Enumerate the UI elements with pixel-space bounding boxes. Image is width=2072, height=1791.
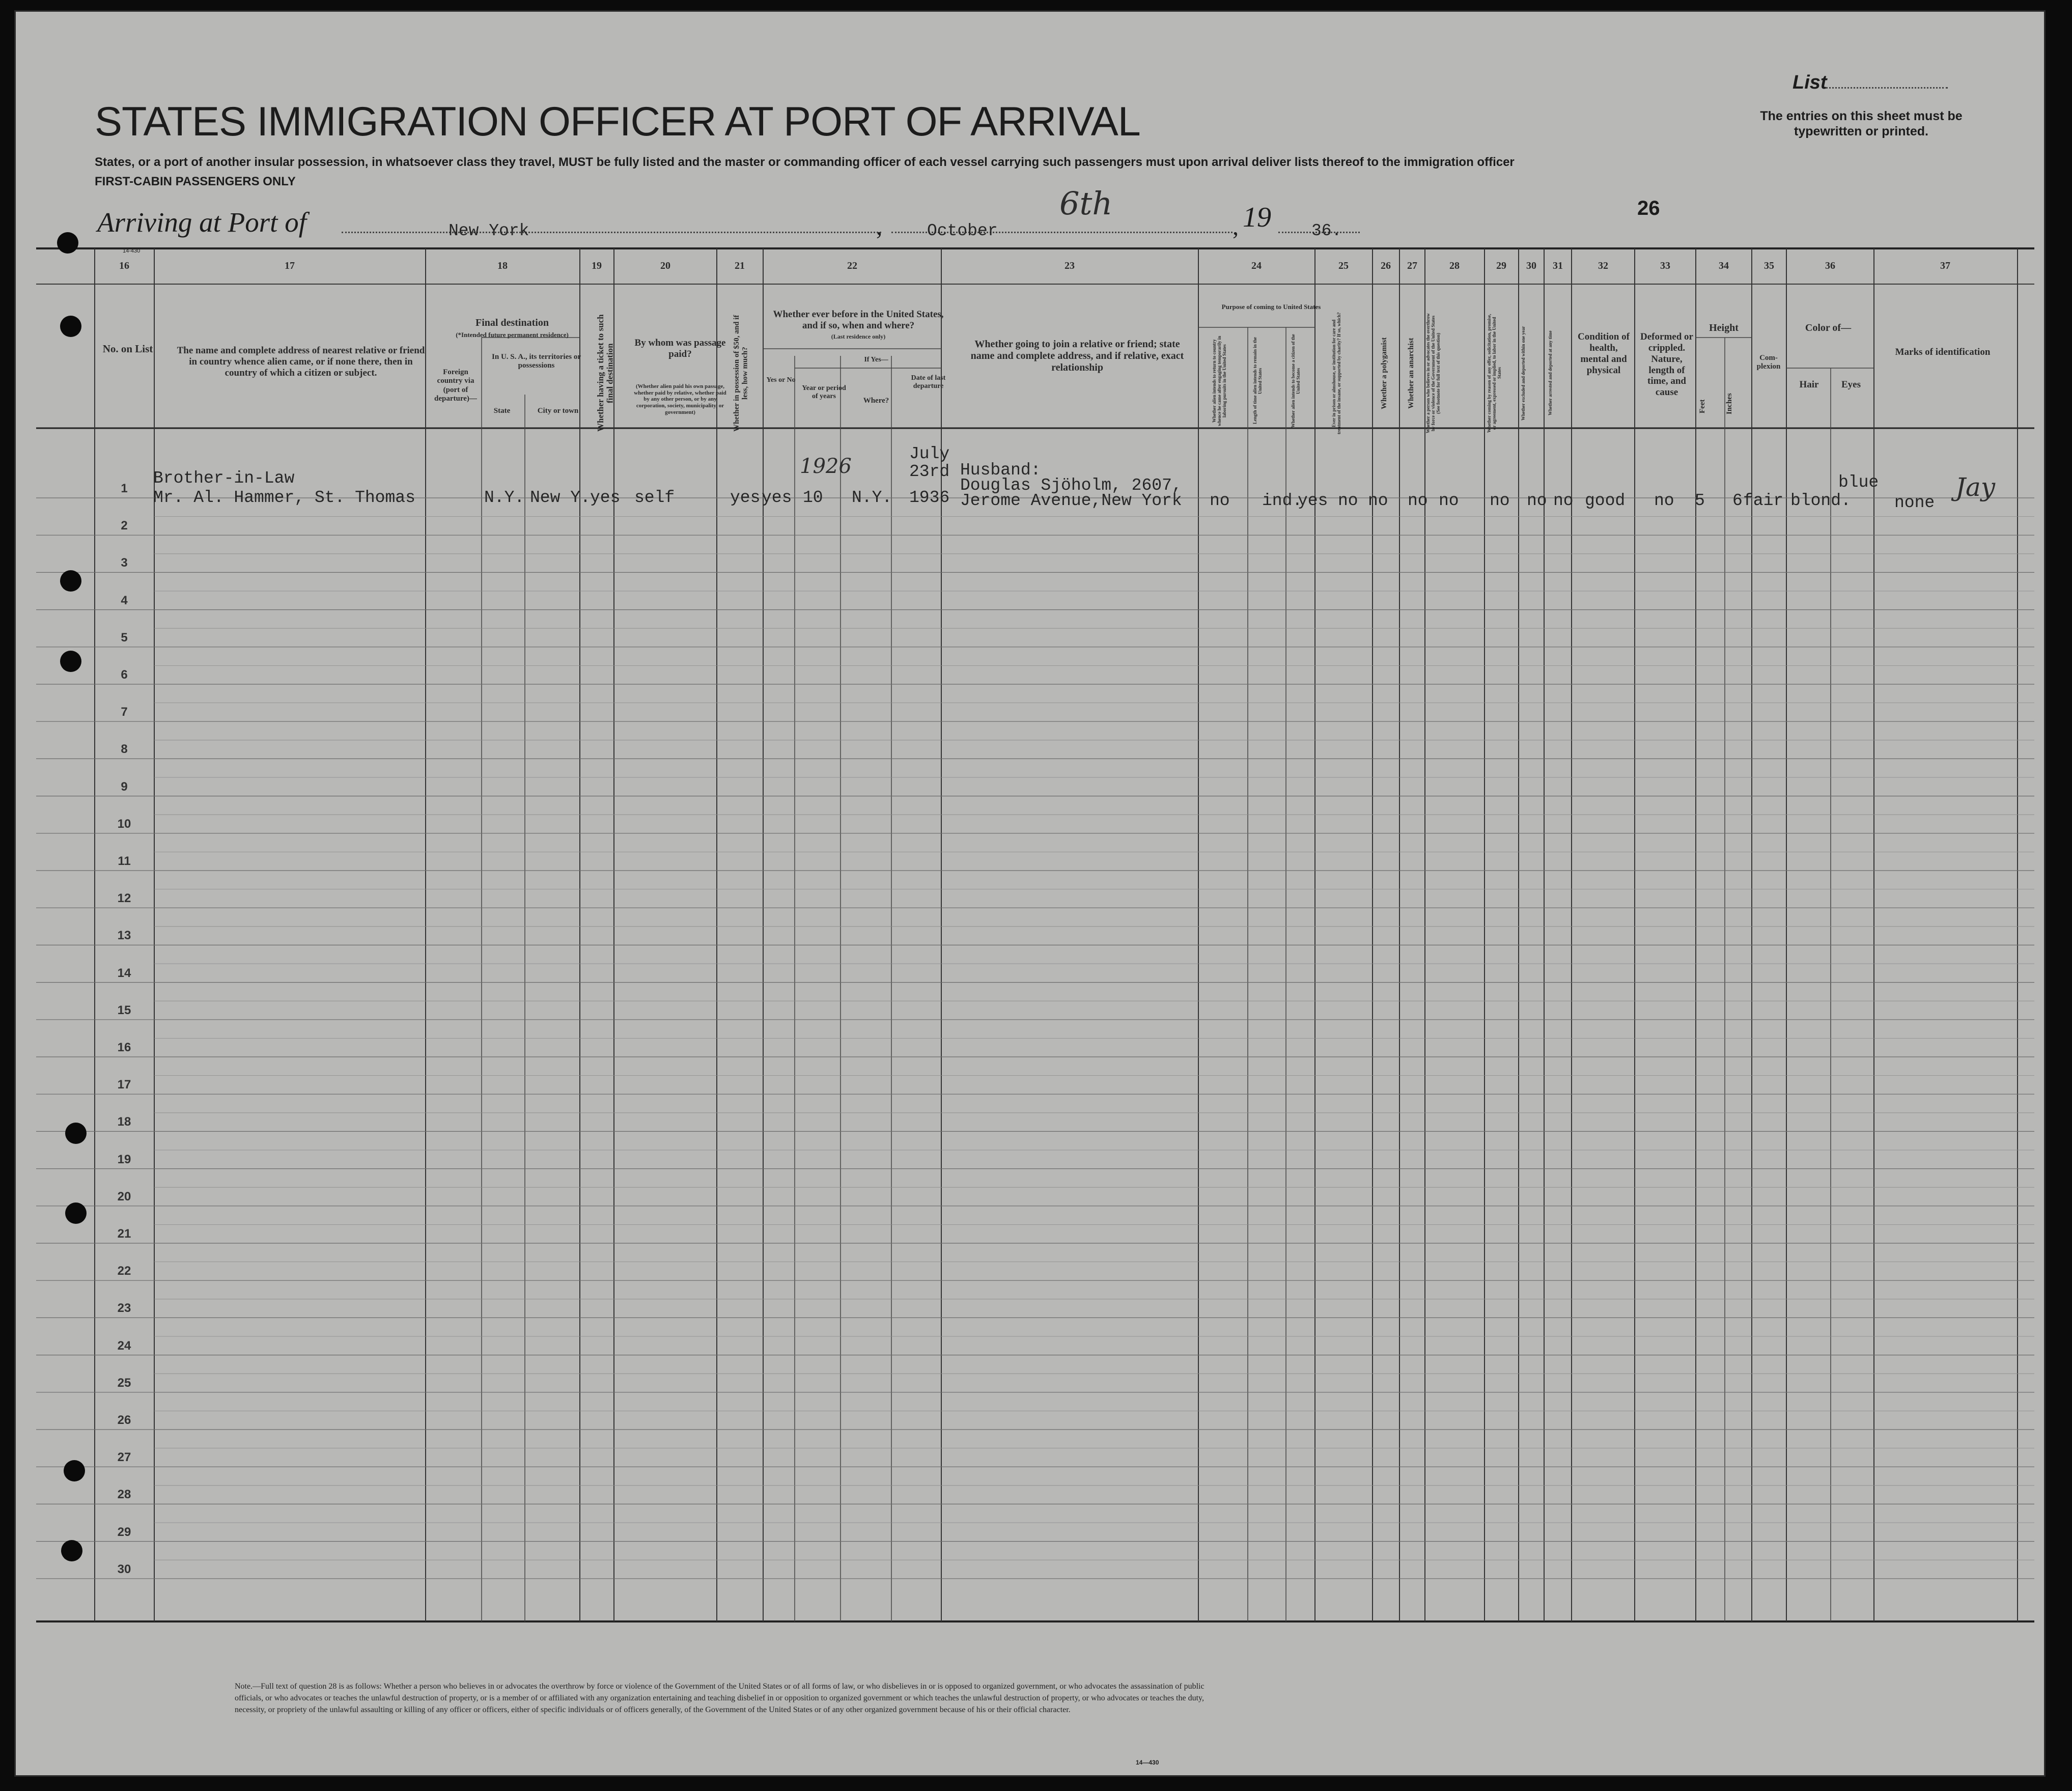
header-condition: Condition of health, mental and physical (1578, 331, 1630, 376)
column-number: 29 (1496, 260, 1506, 271)
form-subtitle: States, or a port of another insular possession, in whatsoever class they travel, MUST be fully listed and the master or commanding officer of each vessel carrying such passengers must upon arrival deliver lists thereof to the immigration officer (95, 155, 1515, 169)
row-number: 8 (121, 742, 128, 757)
header-final-dest-note: (*Intended future permanent residence) (456, 331, 569, 339)
header-possession: Whether in possession of $50, and if less, how much? (733, 315, 749, 432)
day-value: 6th (1059, 185, 1113, 222)
header-city: City or town (537, 407, 579, 415)
row-number: 24 (117, 1338, 131, 1353)
row-number: 11 (118, 854, 131, 868)
footnote: Note.—Full text of question 28 is as follows: Whether a person who believes in or advocates the overthrow by force or violence of the Government of the United States or of all forms of law, or who disbelieves in or is opposed to organized government, or who advocates the assassination of public officials, or who advocates or teaches the unlawful destruction of property, or is a member of or affiliated with any organization entertaining and teaching disbelief in or opposition to organized government or which teaches the unlawful destruction of property, or who advocates or teaches the duty, necessity, or propriety of the unlawful assaulting or killing of any officer or officers, either of specific individuals or of officers generally, of the Government of the United States or of any other organized government because of his or their official character. (235, 1682, 1205, 1715)
row-number: 7 (121, 705, 128, 719)
header-inches: Inches (1725, 393, 1733, 414)
row-number: 5 (121, 630, 128, 645)
entry-feet: 5 (1695, 491, 1705, 510)
row-number: 22 (117, 1264, 131, 1278)
form-title: STATES IMMIGRATION OFFICER AT PORT OF ARRIVAL (95, 99, 1140, 145)
punch-hole (57, 232, 78, 254)
year-prefix: 19 (1243, 202, 1271, 233)
entry-q31: no (1553, 491, 1574, 510)
row-number: 20 (117, 1189, 131, 1204)
entry-date-line2: 23rd (909, 462, 950, 481)
header-year-period: Year or period of years (802, 384, 846, 401)
entry-date-line1: July (909, 444, 950, 463)
column-number: 23 (1065, 260, 1075, 271)
header-q28: Whether a person who believes in or advocates the overthrow by force or violence of the Government of the United States (See footnote for full text of this question) (1425, 313, 1441, 433)
header-complexion: Com-plexion (1756, 354, 1781, 371)
arriving-label: Arriving at Port of (97, 207, 306, 238)
entry-state: N.Y. (484, 488, 525, 507)
header-relative: The name and complete address of nearest relative or friend in country whence alien came, or if none there, then in country of which a citizen or subject. (177, 345, 425, 378)
month-value: October (927, 221, 998, 240)
table-grid (16, 12, 2047, 1778)
header-purpose-citizen: Whether alien intends to become a citizen of the United States (1291, 334, 1301, 428)
header-final-destination: Final destination (475, 317, 549, 328)
column-number: 24 (1251, 260, 1262, 271)
column-number: 18 (497, 260, 508, 271)
header-q29: Whether coming by reason of any offer, solicitation, promise, or agreement, expressed or implied, to labor in the United States (1487, 314, 1502, 433)
column-number: 33 (1660, 260, 1670, 271)
row-number: 9 (121, 779, 128, 794)
year-value: 36. (1311, 221, 1342, 240)
column-number: 16 (119, 260, 129, 271)
column-number: 35 (1764, 260, 1774, 271)
header-by-whom: By whom was passage paid? (634, 338, 726, 359)
comma-2: , (1233, 213, 1239, 240)
header-ticket: Whether having a ticket to such final destination (596, 314, 615, 432)
header-foreign-country: Foreign country via (port of departure)— (434, 368, 477, 403)
row-number: 21 (117, 1227, 131, 1241)
punch-hole (61, 1540, 82, 1561)
row-number: 4 (121, 593, 128, 607)
header-anarchist: Whether an anarchist (1407, 338, 1415, 409)
column-number: 17 (285, 260, 295, 271)
column-number: 31 (1553, 260, 1563, 271)
form-small-number: 14-430 (123, 248, 141, 254)
column-number: 25 (1338, 260, 1349, 271)
entry-ticket: yes (590, 488, 621, 507)
entry-city: New Y. (530, 488, 591, 507)
manifest-sheet (14, 10, 2046, 1777)
header-q30: Whether excluded and deported within one year (1521, 326, 1526, 421)
row-number: 12 (117, 891, 131, 906)
row-number: 13 (117, 929, 131, 943)
row-number: 30 (117, 1562, 131, 1576)
row-number: 28 (117, 1488, 131, 1502)
punch-hole (60, 316, 81, 337)
row-number: 15 (117, 1003, 131, 1017)
sheet-instructions: The entries on this sheet must be typewritten or printed. (1760, 109, 1963, 138)
entry-paid-by: self (634, 488, 675, 507)
header-eyes: Eyes (1841, 379, 1861, 390)
row-number: 1 (121, 482, 128, 495)
header-prison: Ever in prison or almshouse, or institution for care and treatment of the insane, or supported by charity? If so, which? (1331, 312, 1341, 434)
header-join-relative: Whether going to join a relative or friend; state name and complete address, and if relative, exact relationship (970, 339, 1184, 373)
cabin-class: FIRST-CABIN PASSENGERS ONLY (95, 175, 296, 188)
entry-anarchist: no (1408, 491, 1428, 510)
column-number: 30 (1526, 260, 1536, 271)
row-number: 14 (117, 966, 131, 980)
port-value: New York (449, 221, 529, 240)
entry-hair: blond. (1790, 491, 1851, 510)
row-number: 29 (117, 1525, 131, 1539)
header-no-on-list: No. on List (102, 343, 153, 355)
header-by-whom-note: (Whether alien paid his own passage, whether paid by relative, whether paid by any other person, or by any corporation, society, municipality, or government) (634, 383, 726, 415)
column-number: 37 (1940, 260, 1950, 271)
entry-date-line3: 1936 (909, 488, 950, 507)
header-if-yes: If Yes— (864, 356, 888, 363)
entry-purpose-return: no (1210, 491, 1230, 510)
header-last-residence: (Last residence only) (831, 333, 886, 340)
row-number: 6 (121, 668, 128, 682)
list-label: List (1793, 72, 1827, 93)
entry-marks: none (1894, 493, 1935, 512)
punch-hole (60, 570, 81, 592)
punch-hole (64, 1460, 85, 1481)
row-number: 17 (117, 1078, 131, 1092)
column-number: 28 (1449, 260, 1460, 271)
header-polygamist: Whether a polygamist (1380, 337, 1388, 409)
row-number: 26 (117, 1413, 131, 1427)
header-state: State (493, 407, 511, 415)
column-number: 22 (847, 260, 857, 271)
column-number: 36 (1825, 260, 1835, 271)
entry-year-hand: 1926 (800, 455, 852, 478)
header-deformed: Deformed or crippled. Nature, length of time, and cause (1640, 331, 1693, 398)
entry-join-line2: Douglas Sjöholm, 2607, (960, 476, 1182, 495)
header-date-last-departure: Date of last departure (911, 374, 946, 390)
row-number: 19 (117, 1152, 131, 1166)
entry-purpose-length: ind. (1262, 491, 1303, 510)
row-number: 25 (117, 1376, 131, 1390)
column-number: 21 (735, 260, 745, 271)
entry-prison: no (1338, 491, 1358, 510)
header-hair: Hair (1799, 379, 1819, 390)
column-number: 34 (1719, 260, 1729, 271)
column-number: 32 (1598, 260, 1608, 271)
header-purpose-length: Length of time alien intends to remain in the United States (1252, 337, 1263, 425)
header-q31: Whether arrested and deported at any time (1548, 330, 1553, 416)
column-number: 20 (660, 260, 670, 271)
entry-eyes: blue (1838, 473, 1879, 492)
header-color-of: Color of— (1805, 322, 1852, 333)
entry-relative-line2: Mr. Al. Hammer, St. Thomas (153, 488, 415, 507)
punch-hole (60, 651, 81, 672)
entry-q29: no (1490, 491, 1510, 510)
header-ever-before: Whether ever before in the United States, and if so, when and where? (773, 309, 944, 331)
form-number: 14—430 (1136, 1759, 1159, 1766)
header-in-usa: In U. S. A., its territories or possessions (492, 353, 581, 370)
comma-1: , (876, 213, 882, 240)
row-number: 27 (117, 1450, 131, 1465)
row-number: 23 (117, 1301, 131, 1316)
entry-polygamist: no (1368, 491, 1388, 510)
header-marks: Marks of identification (1895, 347, 1991, 357)
entry-relative-line1: Brother-in-Law (153, 469, 295, 488)
punch-hole (65, 1202, 87, 1224)
header-purpose-return: Whether alien intends to return to country whence he came after engaging temporarily in laboring pursuits in the United States (1212, 335, 1227, 426)
column-number: 27 (1407, 260, 1417, 271)
header-purpose: Purpose of coming to United States (1221, 303, 1321, 311)
entry-where: N.Y. (852, 488, 892, 507)
entry-complexion: fair (1743, 491, 1784, 510)
entry-purpose-citizen: yes (1298, 491, 1328, 510)
sheet-number: 26 (1637, 197, 1660, 219)
entry-health: good (1585, 491, 1626, 510)
entry-inches: 6 (1732, 491, 1743, 510)
entry-year-period: 10 (803, 488, 823, 507)
entry-before-yes: yes (762, 488, 792, 507)
entry-join-line1: Husband: (960, 461, 1041, 480)
row-number: 3 (121, 556, 128, 570)
entry-deformed: no (1654, 491, 1674, 510)
header-height: Height (1709, 322, 1739, 333)
row-number: 10 (117, 817, 131, 831)
row-number: 18 (117, 1115, 131, 1129)
row-number: 2 (121, 519, 128, 533)
entry-possession: yes (730, 488, 761, 507)
column-number: 26 (1381, 260, 1391, 271)
entry-q28: no (1439, 491, 1459, 510)
entry-marks-hand: Jay (1955, 472, 1996, 502)
header-yes-no: Yes or No (766, 376, 796, 384)
punch-hole (65, 1123, 87, 1144)
entry-q30: no (1527, 491, 1547, 510)
entry-join-line3: Jerome Avenue,New York (960, 491, 1182, 510)
header-where: Where? (863, 397, 889, 405)
row-number: 16 (117, 1041, 131, 1054)
header-feet: Feet (1698, 399, 1706, 413)
column-number: 19 (592, 260, 602, 271)
